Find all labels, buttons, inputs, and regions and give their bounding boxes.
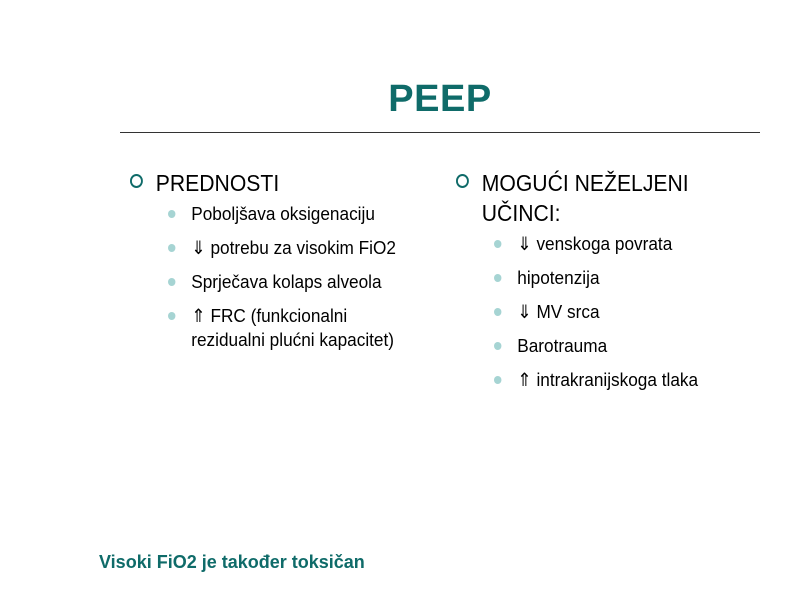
- list-item: [494, 368, 738, 392]
- hollow-circle-bullet-icon: [130, 174, 143, 188]
- hollow-circle-bullet-icon: [456, 174, 469, 188]
- list-item-text: Sprječava kolaps alveola: [191, 271, 382, 292]
- list-item-text: Barotrauma: [517, 335, 608, 356]
- right-heading: [456, 168, 732, 228]
- left-heading-text: PREDNOSTI: [155, 170, 280, 196]
- dot-bullet-icon: [168, 210, 175, 218]
- dot-bullet-icon: [168, 278, 175, 286]
- dot-bullet-icon: [494, 342, 501, 350]
- list-item-text: Poboljšava oksigenaciju: [191, 203, 375, 224]
- list-item-text: ⇓ venskoga povrata: [517, 233, 673, 254]
- right-list: [456, 232, 756, 392]
- list-item-text: ⇑ intrakranijskoga tlaka: [517, 369, 699, 390]
- list-item-text: ⇓ MV srca: [517, 301, 600, 322]
- list-item: [494, 232, 738, 256]
- list-item: [494, 334, 738, 358]
- dot-bullet-icon: [168, 244, 175, 252]
- dot-bullet-icon: [494, 308, 501, 316]
- list-item: [168, 202, 412, 226]
- slide-title: PEEP: [388, 78, 492, 120]
- dot-bullet-icon: [168, 312, 175, 320]
- list-item-text: ⇓ potrebu za visokim FiO2: [191, 237, 396, 258]
- right-column: [456, 168, 756, 402]
- list-item: [494, 300, 738, 324]
- left-list: [130, 202, 430, 352]
- list-item: [494, 266, 738, 290]
- left-column: [130, 168, 430, 362]
- dot-bullet-icon: [494, 376, 501, 384]
- right-heading-text: MOGUĆI NEŽELJENI UČINCI:: [481, 170, 689, 226]
- list-item-text: ⇑ FRC (funkcionalni rezidualni plućni kapacitet): [191, 305, 395, 350]
- title-divider: [120, 132, 760, 133]
- dot-bullet-icon: [494, 240, 501, 248]
- left-heading: [130, 168, 406, 198]
- list-item: [168, 236, 412, 260]
- list-item: [168, 304, 412, 352]
- dot-bullet-icon: [494, 274, 501, 282]
- footer-note: Visoki FiO2 je također toksičan: [99, 552, 365, 572]
- list-item-text: hipotenzija: [517, 267, 600, 288]
- list-item: [168, 270, 412, 294]
